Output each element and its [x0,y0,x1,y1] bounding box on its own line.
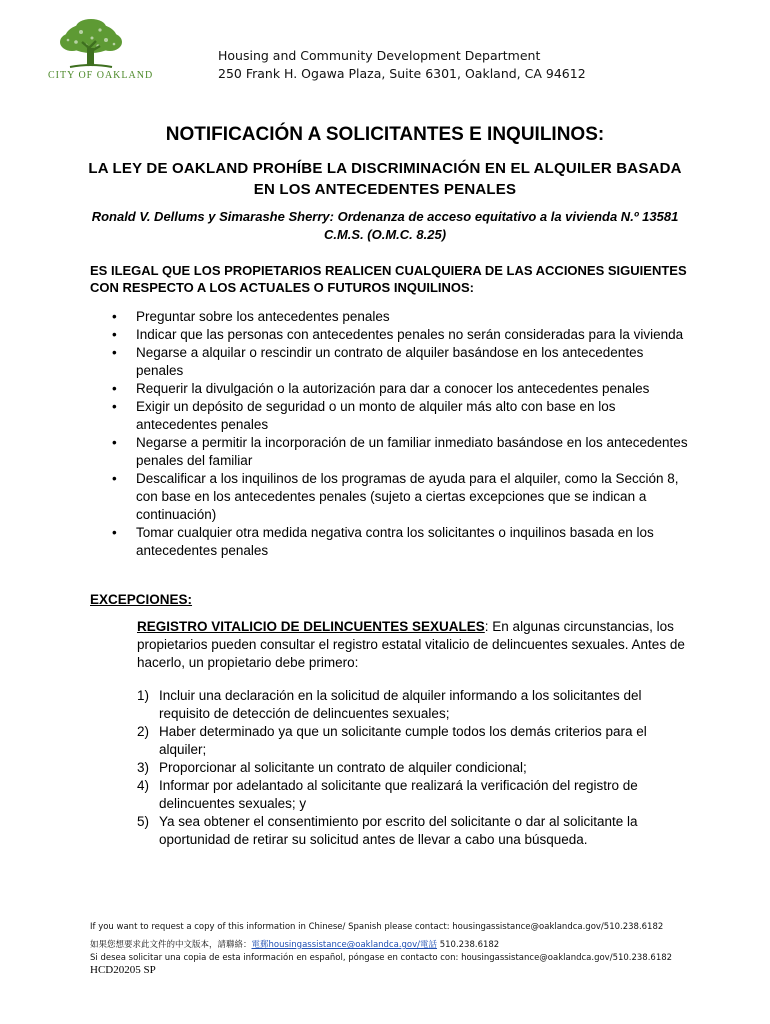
list-item-text: Negarse a permitir la incorporación de un familiar inmediato basándose en los antecedentes penales del familiar [136,435,688,468]
oak-tree-icon [48,18,134,70]
bullet: • [112,471,117,486]
department-name: Housing and Community Development Department [218,48,541,63]
logo-wordmark: CITY OF OAKLAND [48,70,154,81]
list-item-text: Requerir la divulgación o la autorización para dar a conocer los antecedentes penales [136,381,650,396]
list-item-text: Exigir un depósito de seguridad o un monto de alquiler más alto con base en los antecedentes penales [136,399,616,432]
bullet: • [112,435,117,450]
list-item [137,777,687,813]
document-code: HCD20205 SP [90,964,156,976]
list-item [137,687,687,723]
city-of-oakland-logo [48,18,154,86]
footer-english-contact: If you want to request a copy of this information in Chinese/ Spanish please contact: housingassistance@oaklandca.gov/510.238.6182 [90,922,664,932]
list-item [110,398,690,434]
list-item [110,344,690,380]
bullet: • [112,345,117,360]
list-item-text: Indicar que las personas con antecedentes penales no serán consideradas para la vivienda [136,327,684,342]
step-number: 2) [137,724,150,739]
list-item [137,759,687,777]
bullet: • [112,327,117,342]
step-number: 1) [137,688,150,703]
chinese-email-link[interactable]: 電郵housingassistance@oaklandca.gov/電話 [251,940,438,950]
footer-spanish-contact: Si desea solicitar una copia de esta información en español, póngase en contacto con: housingassistance@oaklandca.gov/510.238.6182 [90,953,673,963]
chinese-prefix: 如果您想要求此文件的中文版本，請聯絡： [90,940,252,950]
sex-offender-registry-paragraph [137,618,687,672]
list-item [110,524,690,560]
illegal-actions-heading: ES ILEGAL QUE LOS PROPIETARIOS REALICEN CUALQUIERA DE LAS ACCIONES SIGUIENTES CON RESPECTO A LOS ACTUALES O FUTUROS INQUILINOS: [90,263,687,295]
step-text: Ya sea obtener el consentimiento por escrito del solicitante o dar al solicitante la oportunidad de retirar su solicitud antes de llevar a cabo una búsqueda. [159,814,638,847]
step-number: 5) [137,814,150,829]
footer-chinese-contact [90,938,499,950]
step-text: Haber determinado ya que un solicitante cumple todos los demás criterios para el alquiler; [159,724,647,757]
list-item-text: Tomar cualquier otra medida negativa contra los solicitantes o inquilinos basada en los antecedentes penales [136,525,654,558]
chinese-phone: 510.238.6182 [437,940,500,950]
bullet: • [112,525,117,540]
list-item-text: Descalificar a los inquilinos de los programas de ayuda para el alquiler, como la Sección 8, con base en los antecedentes penales (sujeto a ciertas excepciones que se indican a continuación) [136,471,679,522]
bullet: • [112,309,117,324]
step-number: 3) [137,760,150,775]
registry-title: REGISTRO VITALICIO DE DELINCUENTES SEXUALES [137,619,485,634]
list-item [137,723,687,759]
list-item [137,813,687,849]
step-text: Incluir una declaración en la solicitud de alquiler informando a los solicitantes del requisito de detección de delincuentes sexuales; [159,688,642,721]
bullet: • [112,399,117,414]
list-item [110,434,690,470]
list-item [110,308,690,326]
page-subtitle: LA LEY DE OAKLAND PROHÍBE LA DISCRIMINACIÓN EN EL ALQUILER BASADA EN LOS ANTECEDENTES PENALES [88,160,682,198]
step-text: Informar por adelantado al solicitante que realizará la verificación del registro de delincuentes sexuales; y [159,778,638,811]
step-text: Proporcionar al solicitante un contrato de alquiler condicional; [159,760,527,775]
list-item [110,326,690,344]
exceptions-heading: EXCEPCIONES: [90,592,193,607]
registry-steps-list [137,687,687,849]
list-item-text: Preguntar sobre los antecedentes penales [136,309,390,324]
list-item [110,380,690,398]
step-number: 4) [137,778,150,793]
prohibited-actions-list [110,308,690,560]
page-title: NOTIFICACIÓN A SOLICITANTES E INQUILINOS: [165,124,605,145]
bullet: • [112,381,117,396]
list-item-text: Negarse a alquilar o rescindir un contrato de alquiler basándose en los antecedentes penales [136,345,644,378]
department-address: 250 Frank H. Ogawa Plaza, Suite 6301, Oakland, CA 94612 [218,66,586,81]
registry-text: : En algunas circunstancias, los propietarios pueden consultar el registro estatal vitalicio de delincuentes sexuales. Antes de hacerlo, un propietario debe primero: [137,619,685,670]
list-item [110,470,690,524]
ordinance-reference: Ronald V. Dellums y Simarashe Sherry: Ordenanza de acceso equitativo a la vivienda N.º 13581 C.M.S. (O.M.C. 8.25) [91,209,679,242]
